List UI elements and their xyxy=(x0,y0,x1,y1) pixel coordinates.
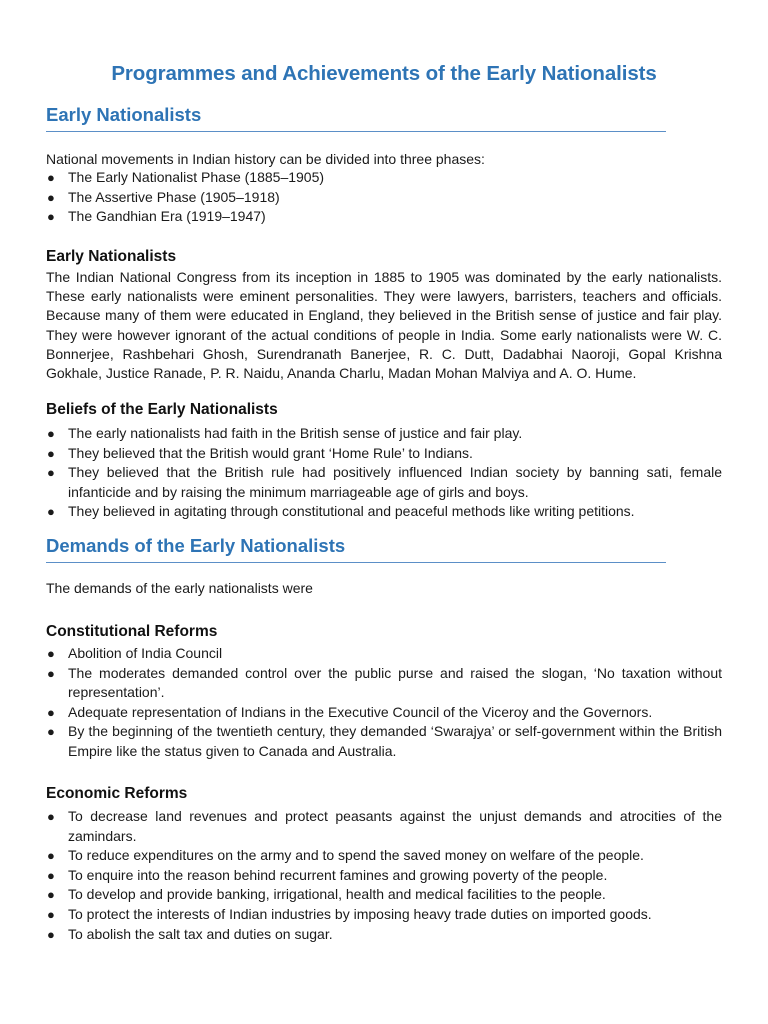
subheading-beliefs: Beliefs of the Early Nationalists xyxy=(46,401,278,418)
bullet-icon: ● xyxy=(47,906,55,922)
phases-list xyxy=(46,168,722,227)
bullet-icon: ● xyxy=(47,504,55,520)
list-item: ● The early nationalists had faith in the British sense of justice and fair play. xyxy=(46,424,722,444)
bullet-icon: ● xyxy=(47,445,55,461)
subheading-economic-reforms: Economic Reforms xyxy=(46,785,188,802)
list-item: ● They believed that the British would grant ‘Home Rule’ to Indians. xyxy=(46,444,722,464)
list-item: ● The Assertive Phase (1905–1918) xyxy=(46,188,722,208)
list-item: ● By the beginning of the twentieth century, they demanded ‘Swarajya’ or self-government within the British Empire like the status given to Canada and Australia. xyxy=(47,723,722,759)
bullet-icon: ● xyxy=(47,189,55,205)
list-item: ● To decrease land revenues and protect peasants against the unjust demands and atrocities of the zamindars. xyxy=(47,808,722,844)
list-item: ● To abolish the salt tax and duties on sugar. xyxy=(46,925,722,945)
bullet-icon: ● xyxy=(47,209,55,225)
demands-intro: The demands of the early nationalists were xyxy=(46,580,313,596)
phases-intro: National movements in Indian history can be divided into three phases: xyxy=(46,151,485,167)
constitutional-reforms-list xyxy=(46,644,722,762)
bullet-icon: ● xyxy=(47,848,55,864)
list-item: ● To reduce expenditures on the army and to spend the saved money on welfare of the people. xyxy=(46,846,722,866)
list-item: ● Adequate representation of Indians in the Executive Council of the Viceroy and the Governors. xyxy=(46,703,722,723)
page-title: Programmes and Achievements of the Early Nationalists xyxy=(111,62,657,85)
section-heading-demands: Demands of the Early Nationalists xyxy=(46,535,666,563)
section-heading-early-nationalists: Early Nationalists xyxy=(46,104,666,132)
bullet-icon: ● xyxy=(47,465,55,481)
list-item: ● Abolition of India Council xyxy=(46,644,722,664)
list-item: ● The Gandhian Era (1919–1947) xyxy=(46,207,722,227)
list-item: ● To develop and provide banking, irrigational, health and medical facilities to the people. xyxy=(46,885,722,905)
bullet-icon: ● xyxy=(47,926,55,942)
list-item: ● The Early Nationalist Phase (1885–1905) xyxy=(46,168,722,188)
bullet-icon: ● xyxy=(47,887,55,903)
list-item: ● The moderates demanded control over the public purse and raised the slogan, ‘No taxation without representation’. xyxy=(47,664,722,701)
bullet-icon: ● xyxy=(47,867,55,883)
bullet-icon: ● xyxy=(47,809,55,824)
beliefs-list xyxy=(46,424,722,522)
subheading-constitutional-reforms: Constitutional Reforms xyxy=(46,623,218,640)
bullet-icon: ● xyxy=(47,426,55,441)
list-item: ● To enquire into the reason behind recurrent famines and growing poverty of the people. xyxy=(46,866,722,886)
economic-reforms-list xyxy=(46,807,722,944)
bullet-icon: ● xyxy=(47,170,55,185)
list-item: ● They believed in agitating through constitutional and peaceful methods like writing petitions. xyxy=(46,502,722,522)
subheading-early-nationalists: Early Nationalists xyxy=(46,248,177,265)
bullet-icon: ● xyxy=(47,665,55,681)
list-item: ● They believed that the British rule had positively influenced Indian society by banning sati, female infanticide and by raising the minimum marriageable age of girls and boys. xyxy=(47,464,722,500)
bullet-icon: ● xyxy=(47,724,55,740)
early-nationalists-paragraph: The Indian National Congress from its inception in 1885 to 1905 was dominated by the early nationalists. These early nationalists were eminent personalities. They were lawyers, barristers, teachers and officials. Because many of them were educated in England, they believed in the British sense of justice and fair play. They were however ignorant of the actual conditions of people in India. Some early nationalists were W. C. Bonnerjee, Rashbehari Ghosh, Surendranath Banerjee, R. C. Dutt, Dadabhai Naoroji, Gopal Krishna Gokhale, Justice Ranade, P. R. Naidu, Ananda Charlu, Madan Mohan Malviya and A. O. Hume. xyxy=(46,269,722,382)
list-item: ● To protect the interests of Indian industries by imposing heavy trade duties on imported goods. xyxy=(46,905,722,925)
bullet-icon: ● xyxy=(47,646,55,661)
bullet-icon: ● xyxy=(47,704,55,720)
